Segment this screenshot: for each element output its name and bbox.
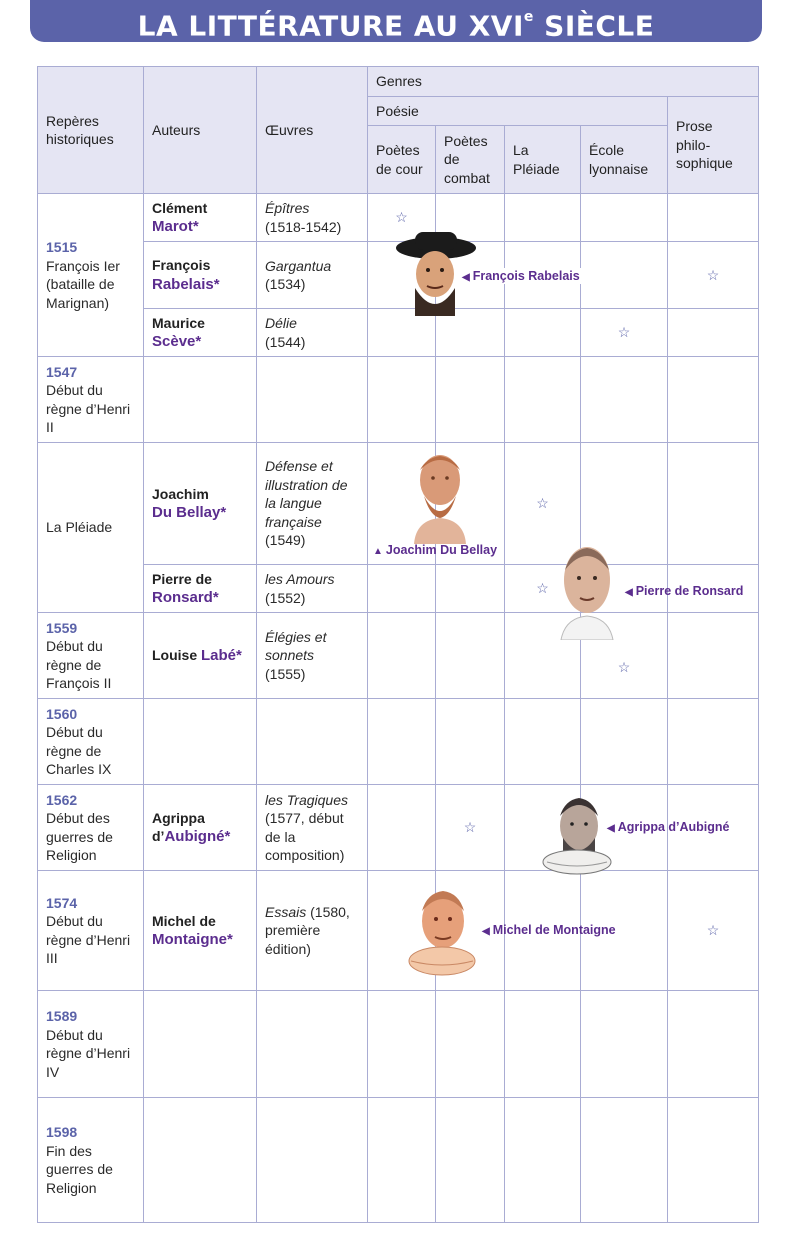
star-ronsard-pleiade: ☆ [505, 565, 581, 613]
repere-1547: 1547 Début du règne d’Henri II [38, 357, 144, 443]
ronsard-portrait [553, 540, 621, 640]
star-labe-lyonnaise: ☆ [581, 613, 668, 699]
rabelais-caption: ◀ François Rabelais [458, 268, 584, 284]
repere-pleiade: La Pléiade [38, 443, 144, 613]
header-pleiade: La Pléiade [505, 126, 581, 194]
star-marot-cour: ☆ [368, 194, 436, 242]
work-marot: Épîtres (1518-1542) [257, 194, 368, 242]
header-poetes-combat: Poètes de combat [436, 126, 505, 194]
header-ecole-lyonnaise: École lyonnaise [581, 126, 668, 194]
star-montaigne-prose: ☆ [668, 871, 759, 991]
work-ronsard: les Amours (1552) [257, 565, 368, 613]
author-aubigne: Agrippa d’Aubigné* [144, 785, 257, 871]
dubellay-caption: ▲ Joachim Du Bellay [373, 543, 498, 557]
work-montaigne: Essais (1580, première édition) [257, 871, 368, 991]
star-sceve-lyonnaise: ☆ [581, 309, 668, 357]
repere-1589: 1589 Début du règne d’Henri IV [38, 991, 144, 1098]
author-rabelais: François Rabelais* [144, 242, 257, 309]
montaigne-portrait [405, 883, 479, 977]
repere-1598: 1598 Fin des guerres de Religion [38, 1098, 144, 1223]
author-montaigne: Michel de Montaigne* [144, 871, 257, 991]
dubellay-portrait [404, 446, 474, 544]
header-oeuvres: Œuvres [257, 67, 368, 194]
page-title: LA LITTÉRATURE AU XVIe SIÈCLE [30, 0, 762, 42]
author-dubellay: Joachim Du Bellay* [144, 443, 257, 565]
author-marot: Clément Marot* [144, 194, 257, 242]
header-poetes-cour: Poètes de cour [368, 126, 436, 194]
repere-1574: 1574 Début du règne d’Henri III [38, 871, 144, 991]
header-genres: Genres [368, 67, 759, 97]
star-dubellay-pleiade: ☆ [505, 443, 581, 565]
work-aubigne: les Tragiques (1577, début de la composition) [257, 785, 368, 871]
work-labe: Élégies et sonnets (1555) [257, 613, 368, 699]
header-auteurs: Auteurs [144, 67, 257, 194]
work-dubellay: Défense et illustration de la langue française (1549) [257, 443, 368, 565]
montaigne-caption: ◀ Michel de Montaigne [482, 923, 616, 937]
work-rabelais: Gargantua (1534) [257, 242, 368, 309]
header-prose: Prose philo-sophique [668, 97, 759, 194]
repere-1560: 1560 Début du règne de Charles IX [38, 699, 144, 785]
author-labe: Louise Labé* [144, 613, 257, 699]
ronsard-caption: ◀ Pierre de Ronsard [625, 584, 744, 598]
header-reperes: Repères historiques [38, 67, 144, 194]
author-ronsard: Pierre de Ronsard* [144, 565, 257, 613]
repere-1559: 1559 Début du règne de François II [38, 613, 144, 699]
aubigne-caption: ◀ Agrippa d’Aubigné [607, 820, 730, 834]
aubigne-portrait [541, 792, 613, 882]
star-rabelais-prose: ☆ [668, 242, 759, 309]
header-poesie: Poésie [368, 97, 668, 126]
work-sceve: Délie (1544) [257, 309, 368, 357]
repere-1562: 1562 Début des guerres de Religion [38, 785, 144, 871]
star-aubigne-combat: ☆ [436, 785, 505, 871]
author-sceve: Maurice Scève* [144, 309, 257, 357]
repere-1515: 1515 François Ier (bataille de Marignan) [38, 194, 144, 357]
